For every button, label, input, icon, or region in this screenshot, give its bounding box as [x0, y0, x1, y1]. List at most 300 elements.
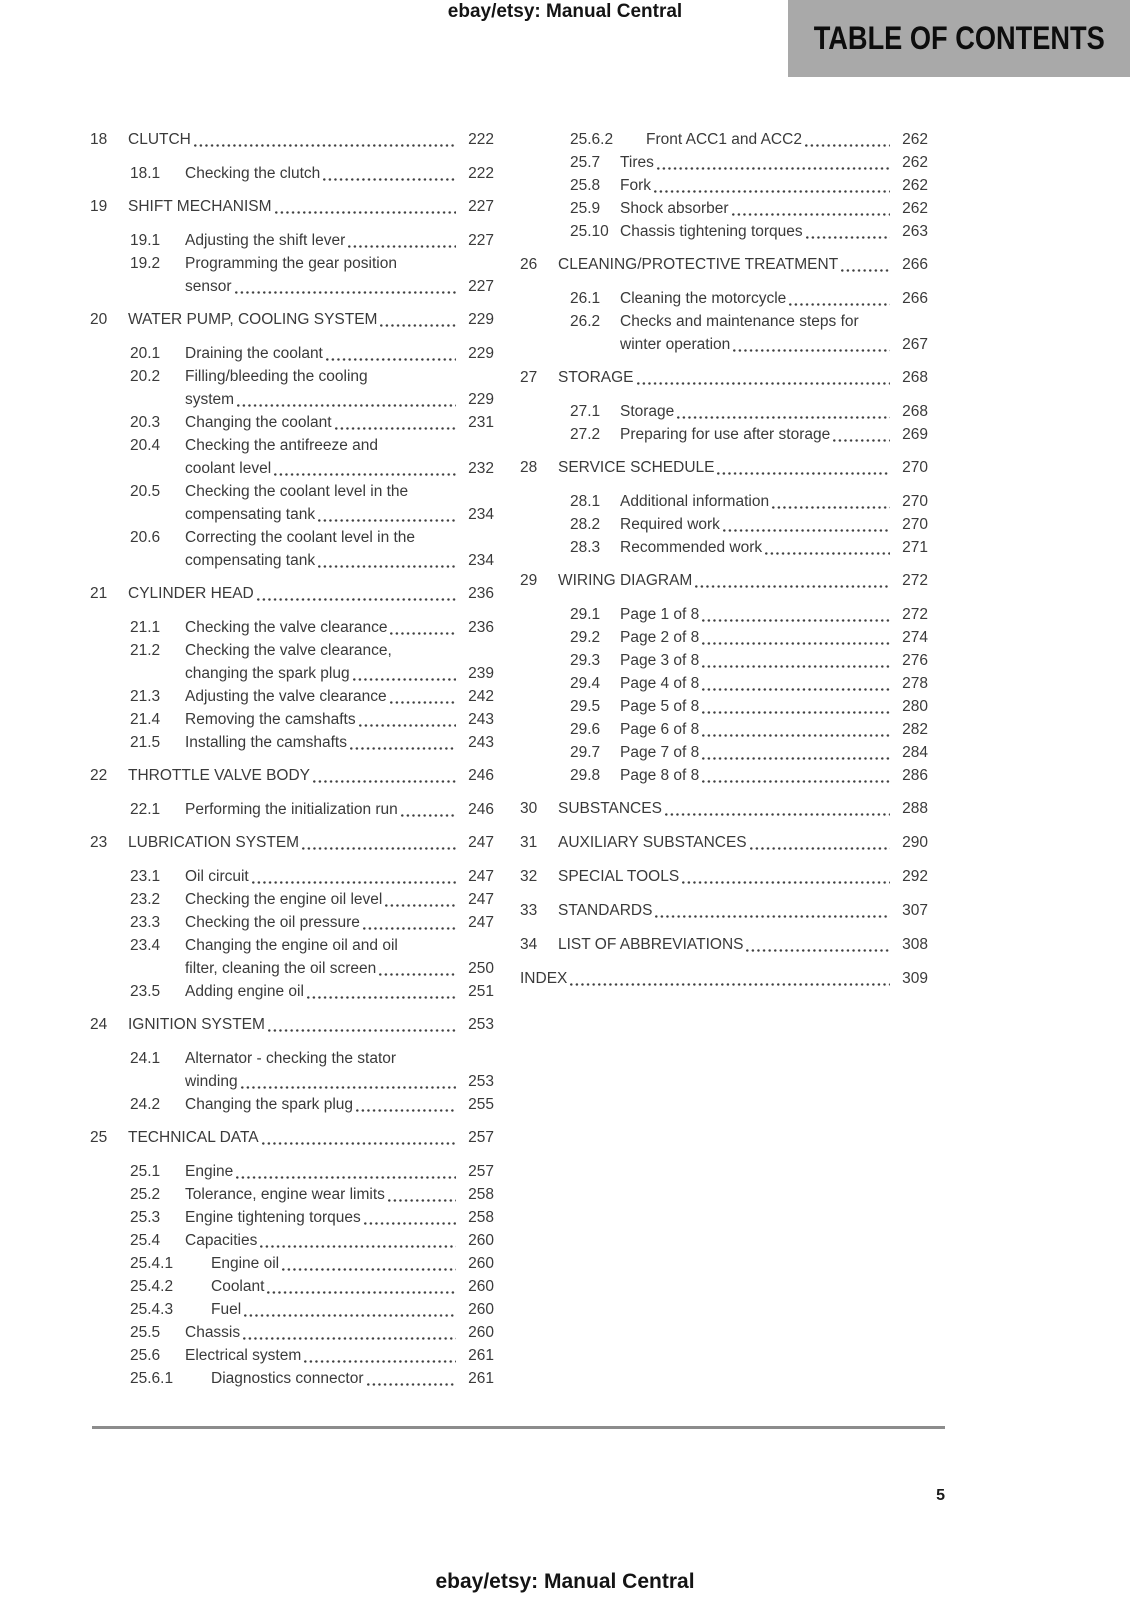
- toc-entry-body: [128, 582, 460, 605]
- dot-leader: [262, 1142, 456, 1145]
- toc-entry: [90, 195, 494, 218]
- toc-entry-title: Fork: [620, 177, 651, 194]
- toc-entry-body: [128, 308, 460, 331]
- toc-entry-title: Page 5 of 8: [620, 698, 700, 715]
- toc-entry-number: 25.10: [570, 223, 609, 240]
- toc-entry-number: 29.2: [570, 629, 601, 646]
- toc-entry-number: 20.2: [130, 368, 161, 385]
- toc-entry-number: 25.6: [130, 1347, 161, 1364]
- toc-entry-body: [185, 434, 460, 480]
- toc-entry-page: 270: [902, 516, 928, 533]
- toc-entry-number: 25.4: [130, 1232, 161, 1249]
- toc-entry-title: CLUTCH: [128, 131, 191, 148]
- toc-entry-page: 288: [902, 800, 928, 817]
- toc-entry-body: [185, 342, 460, 365]
- toc-entry: [90, 526, 494, 572]
- toc-entry-page: 253: [468, 1016, 494, 1033]
- dot-leader: [772, 506, 890, 509]
- toc-entry-page: 260: [468, 1301, 494, 1318]
- toc-entry-page: 270: [902, 493, 928, 510]
- toc-entry: [90, 1229, 494, 1252]
- toc-entry-number: 20.4: [130, 437, 161, 454]
- toc-entry-body: [185, 1160, 460, 1183]
- toc-entry-title: compensating tank: [185, 506, 316, 523]
- toc-entry-number: 20: [90, 311, 108, 328]
- toc-entry: [520, 536, 928, 559]
- toc-entry-page: 222: [468, 131, 494, 148]
- toc-entry-title: Storage: [620, 403, 675, 420]
- toc-entry-page: 308: [902, 936, 928, 953]
- toc-entry-title: WIRING DIAGRAM: [558, 572, 693, 589]
- toc-entry-title: compensating tank: [185, 552, 316, 569]
- toc-entry-body: [620, 672, 894, 695]
- toc-entry: [90, 1160, 494, 1183]
- toc-entry-number: 27.2: [570, 426, 601, 443]
- toc-entry-body: [185, 1093, 460, 1116]
- toc-entry: [90, 162, 494, 185]
- toc-entry-number: 21.1: [130, 619, 161, 636]
- toc-entry-title: Adding engine oil: [185, 983, 304, 1000]
- running-header: ebay/etsy: Manual Central: [447, 1, 683, 22]
- toc-entry-title: Removing the camshafts: [185, 711, 356, 728]
- dot-leader: [348, 245, 456, 248]
- toc-entry-body: [620, 287, 894, 310]
- toc-entry-title: Page 2 of 8: [620, 629, 700, 646]
- toc-entry: [90, 1275, 494, 1298]
- toc-entry-number: 26: [520, 256, 538, 273]
- toc-entry-title: LUBRICATION SYSTEM: [128, 834, 300, 851]
- dot-leader: [677, 416, 890, 419]
- toc-entry-title: SERVICE SCHEDULE: [558, 459, 715, 476]
- toc-entry-page: 229: [468, 391, 494, 408]
- toc-entry: [90, 616, 494, 639]
- toc-entry-number: 25.8: [570, 177, 601, 194]
- toc-entry-body: [558, 899, 894, 922]
- dot-leader: [702, 665, 890, 668]
- toc-entry-title: Oil circuit: [185, 868, 249, 885]
- toc-entry: [90, 411, 494, 434]
- dot-leader: [733, 349, 890, 352]
- toc-entry: [90, 888, 494, 911]
- toc-entry-body: [620, 626, 894, 649]
- toc-entry-number: 29.3: [570, 652, 601, 669]
- dot-leader: [252, 881, 456, 884]
- toc-entry-page: 274: [902, 629, 928, 646]
- toc-entry-number: 20.3: [130, 414, 161, 431]
- toc-entry-number: 24.2: [130, 1096, 161, 1113]
- footer-rule: [92, 1426, 945, 1429]
- toc-entry-page: 290: [902, 834, 928, 851]
- dot-leader: [702, 780, 890, 783]
- dot-leader: [237, 404, 456, 407]
- toc-entry-number: 25.2: [130, 1186, 161, 1203]
- toc-entry-title: STANDARDS: [558, 902, 653, 919]
- toc-entry: [520, 151, 928, 174]
- toc-entry-body: [185, 708, 460, 731]
- toc-entry-page: 263: [902, 223, 928, 240]
- toc-entry-body: [620, 695, 894, 718]
- toc-entry-body: [185, 888, 460, 911]
- dot-leader: [702, 734, 890, 737]
- toc-entry-body: [128, 764, 460, 787]
- toc-entry-title: Changing the coolant: [185, 414, 332, 431]
- dot-leader: [385, 904, 456, 907]
- toc-entry-title: WATER PUMP, COOLING SYSTEM: [128, 311, 378, 328]
- toc-entry-body: [620, 220, 894, 243]
- toc-entry-number: 25.5: [130, 1324, 161, 1341]
- toc-entry-number: 34: [520, 936, 538, 953]
- toc-entry-number: 25.6.2: [570, 131, 614, 148]
- toc-entry: [520, 672, 928, 695]
- toc-entry: [520, 287, 928, 310]
- toc-entry-number: 29.4: [570, 675, 601, 692]
- running-footer: ebay/etsy: Manual Central: [435, 1570, 695, 1593]
- toc-entry-number: 21.5: [130, 734, 161, 751]
- toc-entry-number: 20.6: [130, 529, 161, 546]
- toc-entry-title: changing the spark plug: [185, 665, 350, 682]
- toc-entry-number: 25.4.1: [130, 1255, 174, 1272]
- toc-entry-body: [185, 1367, 460, 1390]
- dot-leader: [367, 1383, 457, 1386]
- dot-leader: [765, 552, 890, 555]
- toc-entry-number: 29.6: [570, 721, 601, 738]
- toc-entry-title: Page 3 of 8: [620, 652, 700, 669]
- dot-leader: [695, 585, 890, 588]
- toc-entry-body: [620, 197, 894, 220]
- toc-entry-page: 268: [902, 403, 928, 420]
- toc-entry-body: [185, 1047, 460, 1093]
- dot-leader: [841, 269, 890, 272]
- toc-entry: [90, 342, 494, 365]
- toc-entry-title: CYLINDER HEAD: [128, 585, 254, 602]
- toc-entry-number: 22: [90, 767, 108, 784]
- toc-entry-page: 261: [468, 1347, 494, 1364]
- toc-entry: [520, 174, 928, 197]
- toc-entry-page: 231: [468, 414, 494, 431]
- dot-leader: [833, 439, 890, 442]
- toc-entry: [90, 1367, 494, 1390]
- toc-entry-number: 29.8: [570, 767, 601, 784]
- toc-entry-page: 266: [902, 290, 928, 307]
- toc-entry-title: Recommended work: [620, 539, 763, 556]
- toc-entry-title: Performing the initialization run: [185, 801, 398, 818]
- toc-entry-page: 286: [902, 767, 928, 784]
- toc-entry-page: 247: [468, 914, 494, 931]
- toc-entry: [520, 220, 928, 243]
- toc-entry-page: 266: [902, 256, 928, 273]
- toc-entry: [90, 128, 494, 151]
- toc-entry-number: 28.3: [570, 539, 601, 556]
- toc-entry-page: 268: [902, 369, 928, 386]
- toc-entry: [520, 310, 928, 356]
- dot-leader: [267, 1291, 456, 1294]
- dot-leader: [657, 167, 890, 170]
- toc-entry-title: Filling/bleeding the cooling: [185, 368, 368, 385]
- toc-entry-number: 21: [90, 585, 108, 602]
- toc-entry-page: 267: [902, 336, 928, 353]
- toc-entry-number: 25: [90, 1129, 108, 1146]
- dot-leader: [353, 678, 456, 681]
- toc-entry-page: 260: [468, 1324, 494, 1341]
- toc-entry-title: Checking the antifreeze and: [185, 437, 379, 454]
- toc-entry-title: Engine: [185, 1163, 234, 1180]
- toc-entry-body: [128, 195, 460, 218]
- toc-entry-page: 247: [468, 891, 494, 908]
- toc-entry-number: 18: [90, 131, 108, 148]
- toc-entry-body: [558, 933, 894, 956]
- toc-entry: [90, 252, 494, 298]
- toc-entry: [520, 764, 928, 787]
- toc-entry: [90, 708, 494, 731]
- dot-leader: [275, 211, 456, 214]
- toc-entry-body: [185, 1229, 460, 1252]
- toc-entry-page: 222: [468, 165, 494, 182]
- toc-entry-title: LIST OF ABBREVIATIONS: [558, 936, 744, 953]
- toc-entry-title: Checks and maintenance steps for: [620, 313, 859, 330]
- toc-entry-page: 271: [902, 539, 928, 556]
- toc-entry: [90, 639, 494, 685]
- toc-entry-number: 31: [520, 834, 538, 851]
- toc-entry-body: [620, 310, 894, 356]
- toc-entry-body: [185, 1344, 460, 1367]
- toc-entry-title: Coolant: [211, 1278, 265, 1295]
- dot-leader: [313, 780, 456, 783]
- toc-entry-number: 23.1: [130, 868, 161, 885]
- toc-entry: [90, 934, 494, 980]
- toc-entry-body: [128, 1126, 460, 1149]
- toc-entry-number: 33: [520, 902, 538, 919]
- toc-entry-body: [620, 649, 894, 672]
- toc-entry-body: [185, 162, 460, 185]
- toc-left-column: [90, 128, 494, 1390]
- toc-entry: [520, 400, 928, 423]
- dot-leader: [390, 701, 456, 704]
- toc-entry-page: 250: [468, 960, 494, 977]
- toc-entry-number: 26.2: [570, 313, 601, 330]
- toc-entry-page: 292: [902, 868, 928, 885]
- toc-entry-title: Installing the camshafts: [185, 734, 347, 751]
- toc-entry: [90, 582, 494, 605]
- toc-entry-page: 227: [468, 232, 494, 249]
- toc-entry-title: Page 8 of 8: [620, 767, 700, 784]
- toc-entry-page: 234: [468, 506, 494, 523]
- toc-entry-body: [185, 229, 460, 252]
- dot-leader: [717, 472, 890, 475]
- toc-entry-page: 309: [902, 970, 928, 987]
- toc-entry-number: 28.1: [570, 493, 601, 510]
- toc-entry-body: [620, 490, 894, 513]
- toc-entry: [90, 480, 494, 526]
- toc-entry: [520, 197, 928, 220]
- dot-leader: [805, 144, 890, 147]
- toc-entry-title: SUBSTANCES: [558, 800, 662, 817]
- toc-entry-number: 29.7: [570, 744, 601, 761]
- toc-entry-number: 20.1: [130, 345, 161, 362]
- toc-entry-title: Tires: [620, 154, 654, 171]
- toc-entry-page: 227: [468, 278, 494, 295]
- toc-entry-body: [558, 797, 894, 820]
- toc-entry-page: 243: [468, 711, 494, 728]
- dot-leader: [356, 1109, 456, 1112]
- dot-leader: [637, 382, 890, 385]
- toc-entry-number: 20.5: [130, 483, 161, 500]
- toc-entry-number: 27.1: [570, 403, 601, 420]
- toc-entry-body: [620, 764, 894, 787]
- toc-entry: [520, 865, 928, 888]
- toc-entry-title: IGNITION SYSTEM: [128, 1016, 265, 1033]
- toc-entry-title: Draining the coolant: [185, 345, 323, 362]
- toc-entry-number: 24.1: [130, 1050, 161, 1067]
- toc-entry: [90, 1093, 494, 1116]
- toc-entry-title: Tolerance, engine wear limits: [185, 1186, 385, 1203]
- toc-entry-title: Adjusting the valve clearance: [185, 688, 387, 705]
- toc-entry-number: 25.9: [570, 200, 601, 217]
- toc-entry: [90, 1047, 494, 1093]
- dot-leader: [318, 519, 456, 522]
- toc-entry-title: Changing the engine oil and oil: [185, 937, 398, 954]
- toc-entry-number: 26.1: [570, 290, 601, 307]
- toc-entry-page: 258: [468, 1209, 494, 1226]
- toc-entry-title: Checking the valve clearance: [185, 619, 388, 636]
- toc-entry: [520, 490, 928, 513]
- toc-entry-title: coolant level: [185, 460, 272, 477]
- toc-entry-title: Adjusting the shift lever: [185, 232, 346, 249]
- toc-entry-page: 236: [468, 619, 494, 636]
- toc-entry: [520, 649, 928, 672]
- toc-entry-title: Cleaning the motorcycle: [620, 290, 787, 307]
- dot-leader: [380, 324, 456, 327]
- dot-leader: [268, 1029, 456, 1032]
- toc-entry-number: 23.4: [130, 937, 161, 954]
- toc-entry: [520, 899, 928, 922]
- toc-entry-title: Page 6 of 8: [620, 721, 700, 738]
- toc-entry: [520, 366, 928, 389]
- toc-entry-title: sensor: [185, 278, 232, 295]
- toc-entry-number: 25.4.3: [130, 1301, 174, 1318]
- toc-entry-number: 32: [520, 868, 538, 885]
- toc-entry: [520, 741, 928, 764]
- dot-leader: [260, 1245, 456, 1248]
- toc-entry-body: [620, 718, 894, 741]
- dot-leader: [302, 847, 456, 850]
- toc-entry: [90, 308, 494, 331]
- toc-entry-number: 29.5: [570, 698, 601, 715]
- toc-entry-page: 255: [468, 1096, 494, 1113]
- toc-entry: [520, 933, 928, 956]
- toc-entry: [520, 603, 928, 626]
- dot-leader: [682, 881, 890, 884]
- toc-entry-title: Programming the gear position: [185, 255, 397, 272]
- toc-entry: [90, 1206, 494, 1229]
- toc-entry: [90, 731, 494, 754]
- dot-leader: [570, 983, 890, 986]
- toc-entry-page: 269: [902, 426, 928, 443]
- toc-entry-number: 21.3: [130, 688, 161, 705]
- toc-entry-body: [558, 456, 894, 479]
- toc-entry-title: STORAGE: [558, 369, 634, 386]
- toc-entry-body: [185, 1183, 460, 1206]
- toc-entry: [90, 365, 494, 411]
- toc-entry-body: [620, 603, 894, 626]
- dot-leader: [401, 814, 456, 817]
- toc-entry-title: Page 7 of 8: [620, 744, 700, 761]
- toc-entry-body: [620, 513, 894, 536]
- toc-entry-number: 19: [90, 198, 108, 215]
- toc-entry-number: 21.4: [130, 711, 161, 728]
- toc-entry-title: system: [185, 391, 235, 408]
- toc-entry: [520, 513, 928, 536]
- dot-leader: [194, 144, 456, 147]
- toc-entry-page: 262: [902, 131, 928, 148]
- toc-entry: [90, 1344, 494, 1367]
- toc-entry-body: [185, 685, 460, 708]
- toc-entry-title: Chassis: [185, 1324, 241, 1341]
- toc-entry-body: [185, 865, 460, 888]
- toc-entry-body: [185, 411, 460, 434]
- toc-entry: [90, 685, 494, 708]
- toc-entry-title: Diagnostics connector: [211, 1370, 364, 1387]
- toc-entry-page: 261: [468, 1370, 494, 1387]
- toc-entry-body: [185, 1252, 460, 1275]
- toc-entry-body: [620, 174, 894, 197]
- toc-entry-page: 227: [468, 198, 494, 215]
- dot-leader: [359, 724, 456, 727]
- toc-entry-title: CLEANING/PROTECTIVE TREATMENT: [558, 256, 839, 273]
- toc-entry-title: Engine oil: [211, 1255, 280, 1272]
- toc-entry-number: 25.6.1: [130, 1370, 174, 1387]
- dot-leader: [236, 1176, 456, 1179]
- toc-entry-body: [185, 911, 460, 934]
- dot-leader: [364, 1222, 456, 1225]
- toc-entry-page: 258: [468, 1186, 494, 1203]
- toc-entry-title: Checking the engine oil level: [185, 891, 383, 908]
- toc-entry-page: 284: [902, 744, 928, 761]
- toc-entry-body: [185, 365, 460, 411]
- toc-entry-number: 28.2: [570, 516, 601, 533]
- toc-entry-number: 25.4.2: [130, 1278, 174, 1295]
- toc-entry-page: 246: [468, 767, 494, 784]
- toc-entry-body: [185, 1321, 460, 1344]
- toc-entry-page: 276: [902, 652, 928, 669]
- toc-entry: [90, 764, 494, 787]
- dot-leader: [318, 565, 456, 568]
- toc-entry-title: Shock absorber: [620, 200, 729, 217]
- toc-entry-title: Alternator - checking the stator: [185, 1050, 397, 1067]
- toc-entry-body: [185, 934, 460, 980]
- table-of-contents-banner: [788, 0, 1130, 77]
- toc-entry-number: 19.1: [130, 232, 161, 249]
- toc-entry: [90, 798, 494, 821]
- toc-entry-body: [185, 252, 460, 298]
- toc-entry: [90, 1298, 494, 1321]
- toc-entry-page: 236: [468, 585, 494, 602]
- toc-right-column: [520, 128, 928, 1001]
- toc-entry: [90, 911, 494, 934]
- dot-leader: [723, 529, 890, 532]
- toc-entry-page: 247: [468, 868, 494, 885]
- toc-entry: [520, 423, 928, 446]
- dot-leader: [335, 427, 456, 430]
- toc-entry-number: 29: [520, 572, 538, 589]
- toc-entry-page: 260: [468, 1255, 494, 1272]
- toc-entry-body: [185, 731, 460, 754]
- toc-entry-body: [558, 831, 894, 854]
- toc-entry: [520, 831, 928, 854]
- toc-entry: [520, 695, 928, 718]
- dot-leader: [655, 915, 890, 918]
- toc-entry-title: Checking the coolant level in the: [185, 483, 409, 500]
- dot-leader: [750, 847, 890, 850]
